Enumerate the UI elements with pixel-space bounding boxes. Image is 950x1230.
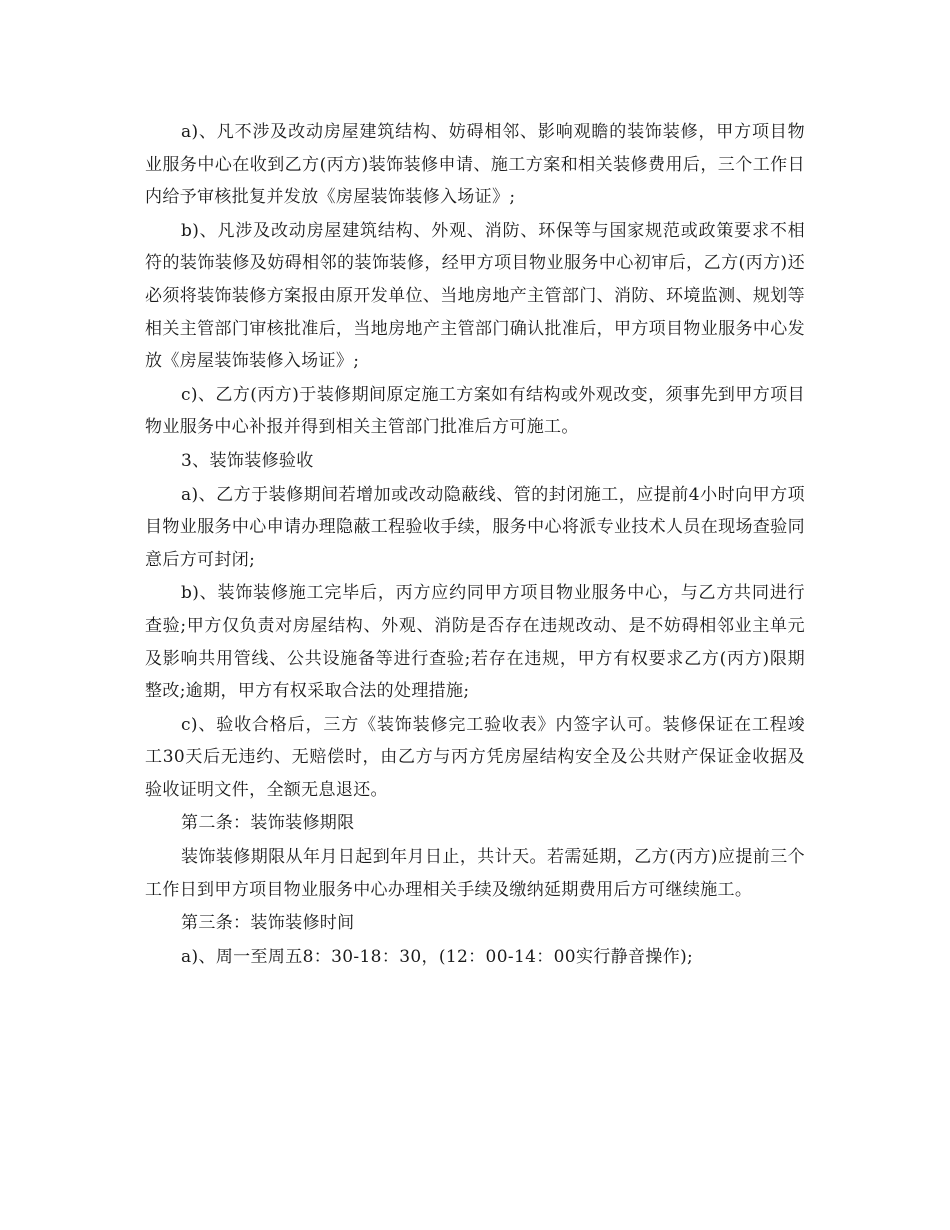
paragraph-weekday-hours: a)、周一至周五8：30-18：30，(12：00-14：00实行静音操作); [181,946,694,967]
paragraph-c-deposit-refund: c)、验收合格后，三方《装饰装修完工验收表》内签字认可。装修保证在工程竣工30天后无违约、无赔偿时，由乙方与丙方凭房屋结构安全及公共财产保证金收据及验收证明文件，全额无息退还。 [145,714,805,800]
section-heading-acceptance: 3、装饰装修验收 [181,450,314,471]
paragraph-a-concealed-works: a)、乙方于装修期间若增加或改动隐蔽线、管的封闭施工，应提前4小时向甲方项目物业服务中心申请办理隐蔽工程验收手续，服务中心将派专业技术人员在现场查验同意后方可封闭; [145,484,805,570]
paragraph-period-details: 装饰装修期限从年月日起到年月日止，共计天。若需延期，乙方(丙方)应提前三个工作日到甲方项目物业服务中心办理相关手续及缴纳延期费用后方可继续施工。 [145,847,805,900]
article-heading-hours: 第三条：装饰装修时间 [181,913,355,934]
paragraph-c-plan-change: c)、乙方(丙方)于装修期间原定施工方案如有结构或外观改变，须事先到甲方项目物业服务中心补报并得到相关主管部门批准后方可施工。 [145,384,805,438]
article-heading-period: 第二条：装饰装修期限 [181,813,355,834]
paragraph-b-joint-inspection: b)、装饰装修施工完毕后，丙方应约同甲方项目物业服务中心，与乙方共同进行查验;甲方仅负责对房屋结构、外观、消防是否存在违规改动、是不妨碍相邻业主单元及影响共用管线、公共设施备等进行查验;若存在违规，甲方有权要求乙方(丙方)限期整改;逾期，甲方有权采取合法的处理措施; [145,583,805,702]
paragraph-b-structural-change: b)、凡涉及改动房屋建筑结构、外观、消防、环保等与国家规范或政策要求不相符的装饰装修及妨碍相邻的装饰装修，经甲方项目物业服务中心初审后，乙方(丙方)还必须将装饰装修方案报由原开发单位、当地房地产主管部门、消防、环境监测、规划等相关主管部门审核批准后，当地房地产主管部门确认批准后，甲方项目物业服务中心发放《房屋装饰装修入场证》; [145,220,805,372]
paragraph-a-no-structural-change: a)、凡不涉及改动房屋建筑结构、妨碍相邻、影响观瞻的装饰装修，甲方项目物业服务中心在收到乙方(丙方)装饰装修申请、施工方案和相关装修费用后，三个工作日内给予审核批复并发放《房屋装饰装修入场证》; [145,122,805,208]
document-body [145,116,805,974]
